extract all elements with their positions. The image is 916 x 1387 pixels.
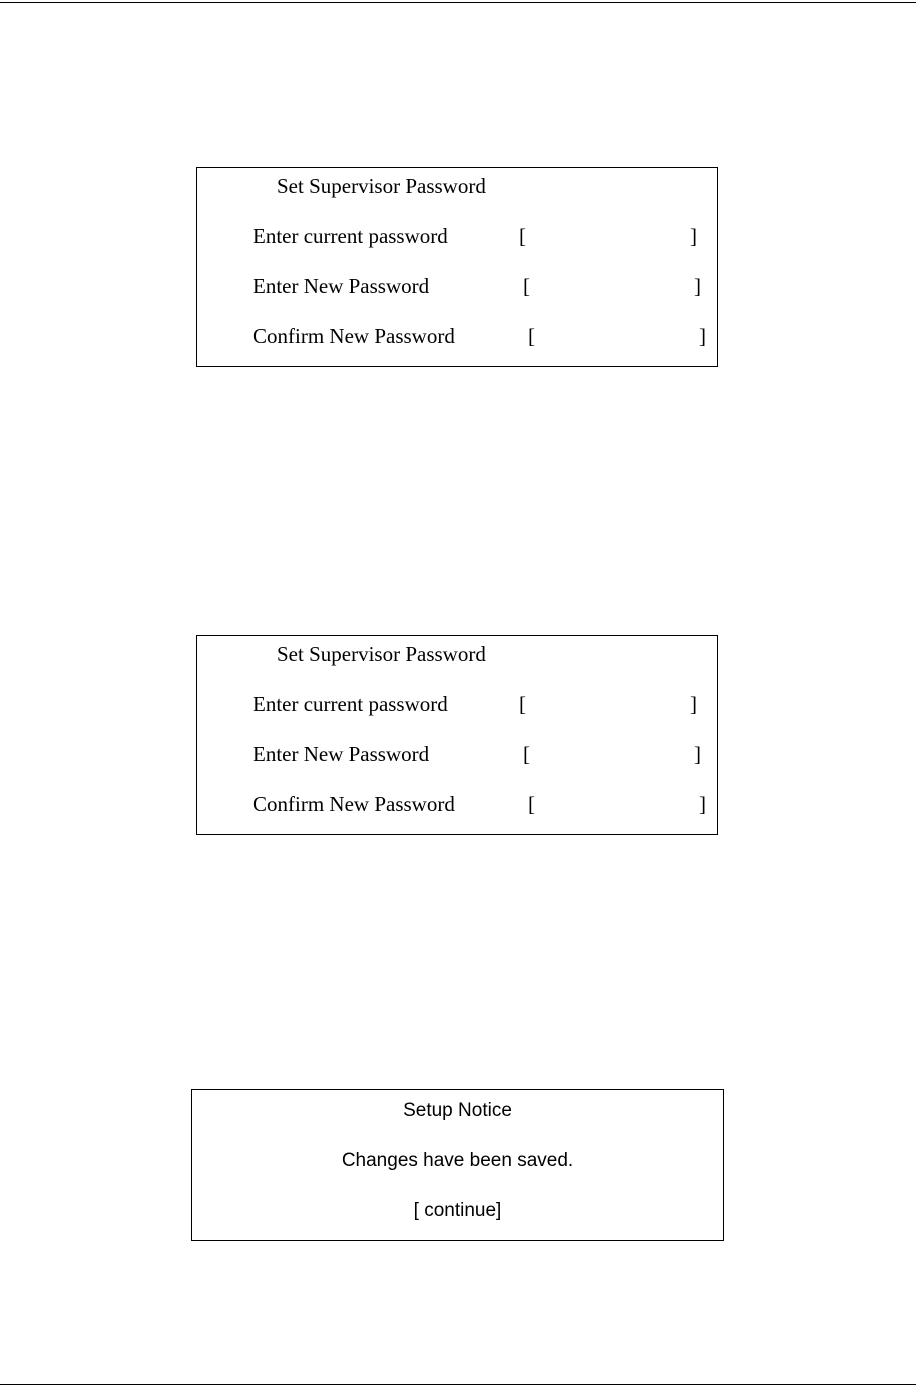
field-bracket-close: ] (699, 324, 706, 348)
confirm-password-field[interactable] (528, 324, 706, 352)
new-password-label: Enter New Password (253, 274, 430, 298)
dialog-title: Set Supervisor Password (277, 174, 486, 198)
field-bracket-close: ] (690, 692, 697, 716)
new-password-label: Enter New Password (253, 742, 430, 766)
confirm-password-label: Confirm New Password (253, 792, 455, 816)
field-bracket-close: ] (694, 274, 701, 298)
current-password-field[interactable] (519, 692, 697, 720)
set-supervisor-password-dialog (196, 167, 718, 367)
current-password-label: Enter current password (253, 692, 448, 716)
current-password-label: Enter current password (253, 224, 448, 248)
setup-notice-dialog (191, 1089, 724, 1241)
field-bracket-open: [ (519, 692, 526, 716)
set-supervisor-password-dialog (196, 635, 718, 835)
field-bracket-open: [ (519, 224, 526, 248)
continue-button[interactable]: [ continue] (413, 1200, 502, 1221)
field-bracket-open: [ (528, 324, 535, 348)
field-bracket-open: [ (523, 742, 530, 766)
confirm-password-field[interactable] (528, 792, 706, 820)
field-bracket-close: ] (690, 224, 697, 248)
current-password-field[interactable] (519, 224, 697, 252)
notice-title: Setup Notice (403, 1100, 512, 1121)
new-password-field[interactable] (523, 274, 701, 302)
field-bracket-open: [ (528, 792, 535, 816)
field-bracket-close: ] (699, 792, 706, 816)
field-bracket-close: ] (694, 742, 701, 766)
continue-row (192, 1200, 723, 1222)
notice-message: Changes have been saved. (341, 1150, 574, 1171)
page-top-rule (0, 2, 916, 3)
page-bottom-rule (0, 1384, 916, 1385)
field-bracket-open: [ (523, 274, 530, 298)
confirm-password-label: Confirm New Password (253, 324, 455, 348)
dialog-title: Set Supervisor Password (277, 642, 486, 666)
new-password-field[interactable] (523, 742, 701, 770)
